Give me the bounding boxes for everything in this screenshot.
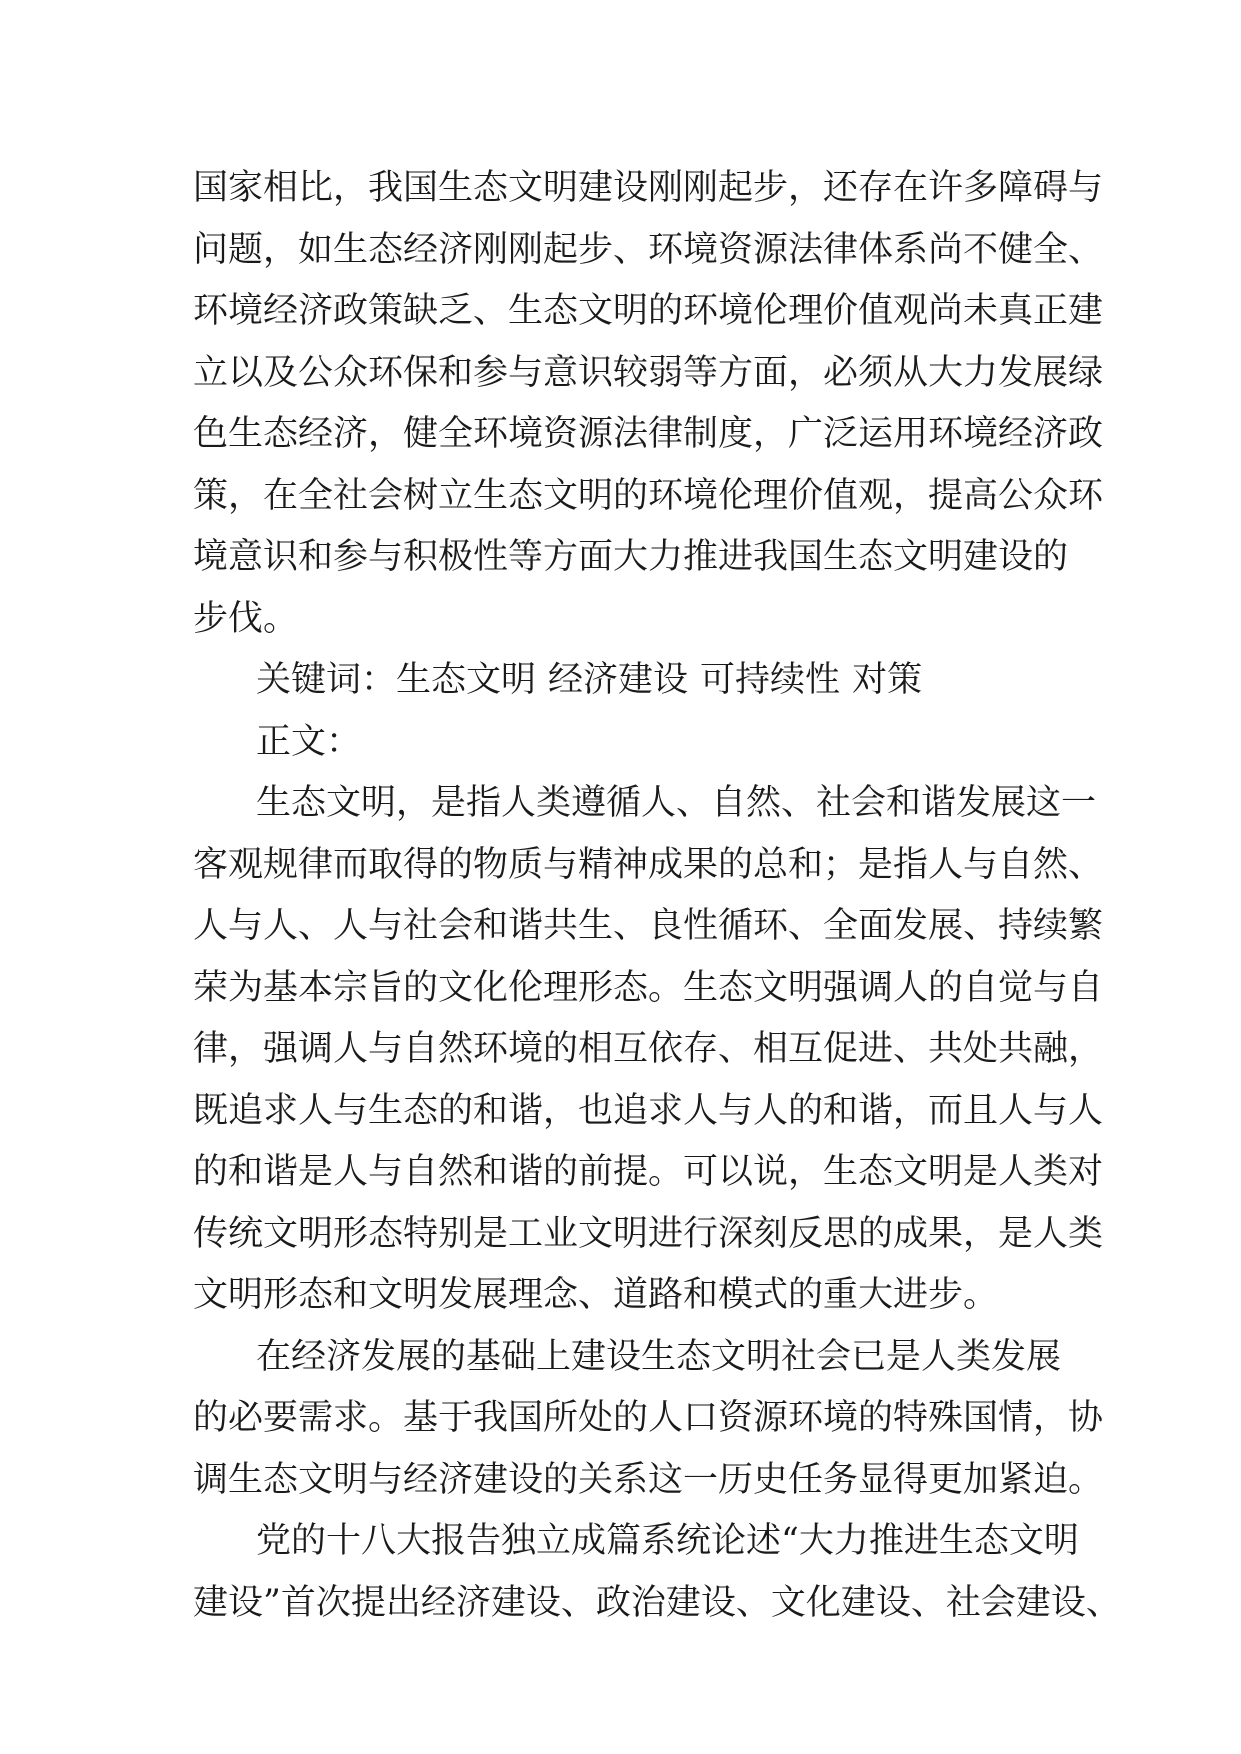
document-body: [193, 158, 1121, 1634]
text-line: 境意识和参与积极性等方面大力推进我国生态文明建设的: [193, 537, 1069, 577]
keyword: 经济建设: [548, 660, 689, 700]
text-line: 传统文明形态特别是工业文明进行深刻反思的成果，是人类: [193, 1213, 1104, 1254]
paragraph-2: [193, 1327, 1104, 1512]
text-line: 问题，如生态经济刚刚起步、环境资源法律体系尚不健全、: [193, 229, 1104, 270]
keyword: 可持续性: [700, 660, 841, 700]
paragraph-3: [193, 1511, 1121, 1634]
text-line: 人与人、人与社会和谐共生、良性循环、全面发展、持续繁: [193, 906, 1104, 946]
keywords-line: [193, 650, 1048, 712]
text-line: 建设”首次提出经济建设、政治建设、文化建设、社会建设、: [193, 1582, 1121, 1623]
keyword: 生态文明: [396, 660, 537, 700]
text-line: 文明形态和文明发展理念、道路和模式的重大进步。: [193, 1275, 999, 1315]
keyword: 对策: [852, 660, 923, 700]
text-line: 在经济发展的基础上建设生态文明社会已是人类发展: [256, 1336, 1062, 1377]
text-line: 生态文明，是指人类遵循人、自然、社会和谐发展这一: [256, 783, 1097, 823]
paragraph-1: [193, 773, 1104, 1327]
text-line: 调生态文明与经济建设的关系这一历史任务显得更加紧迫。: [193, 1459, 1104, 1500]
text-line: 客观规律而取得的物质与精神成果的总和；是指人与自然、: [193, 844, 1104, 885]
text-line: 环境经济政策缺乏、生态文明的环境伦理价值观尚未真正建: [193, 291, 1104, 331]
text-line: 党的十八大报告独立成篇系统论述“大力推进生态文明: [256, 1521, 1079, 1561]
body-heading: 正文：: [256, 721, 362, 762]
text-line: 荣为基本宗旨的文化伦理形态。生态文明强调人的自觉与自: [193, 967, 1104, 1008]
text-line: 既追求人与生态的和谐，也追求人与人的和谐，而且人与人: [193, 1090, 1104, 1131]
text-line: 策，在全社会树立生态文明的环境伦理价值观，提高公众环: [193, 475, 1104, 516]
text-line: 立以及公众环保和参与意识较弱等方面，必须从大力发展绿: [193, 352, 1104, 393]
text-line: 色生态经济，健全环境资源法律制度，广泛运用环境经济政: [193, 414, 1104, 454]
keywords-label: 关键词：: [256, 660, 397, 700]
text-line: 国家相比，我国生态文明建设刚刚起步，还存在许多障碍与: [193, 168, 1104, 208]
text-line: 的和谐是人与自然和谐的前提。可以说，生态文明是人类对: [193, 1152, 1104, 1192]
abstract-paragraph: [193, 158, 1104, 650]
text-line: 律，强调人与自然环境的相互依存、相互促进、共处共融，: [193, 1029, 1104, 1069]
text-line: 的必要需求。基于我国所处的人口资源环境的特殊国情，协: [193, 1398, 1104, 1438]
text-line: 步伐。: [193, 598, 299, 639]
